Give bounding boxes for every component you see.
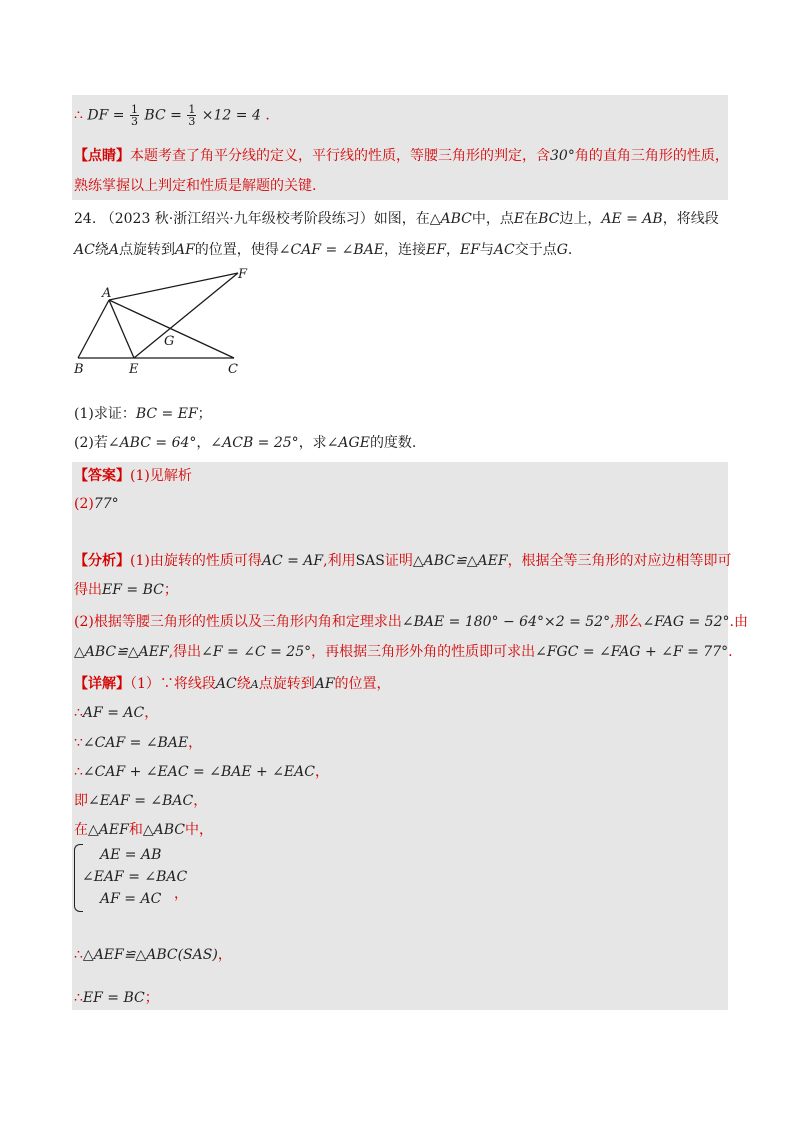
fraction: $\frac{1}{3}$ xyxy=(130,103,138,128)
segment-ae xyxy=(109,300,134,358)
label-g: G xyxy=(164,334,175,349)
detail-line-2: ∴AF = AC， xyxy=(74,705,159,721)
label-b: B xyxy=(74,362,84,377)
answer-line-1: 【答案】(1)见解析 xyxy=(74,468,192,484)
segment-ef xyxy=(134,273,238,358)
question-line-1: 24. （2023 秋·浙江绍兴·九年级校考阶段练习）如图，在△ABC中，点E在BC边上，AE = AB，将线段 xyxy=(74,211,719,227)
detail-line-7: ∴△AEF≌△ABC(SAS)， xyxy=(74,947,232,963)
analysis-line-4: △ABC≌△AEF,得出∠F = ∠C = 25°，再根据三角形外角的性质即可求出∠FGC = ∠FAG + ∠F = 77°. xyxy=(74,644,733,660)
detail-line-8: ∴EF = BC； xyxy=(74,990,159,1006)
detail-line-5: 即∠EAF = ∠BAC， xyxy=(74,793,208,809)
label-c: C xyxy=(228,362,238,377)
label-f: F xyxy=(238,267,248,282)
system-eq-1: AE = AB xyxy=(100,847,162,863)
detail-line-6: 在△AEF和△ABC中， xyxy=(74,822,213,838)
part2: (2)若∠ABC = 64°，∠ACB = 25°，求∠AGE的度数. xyxy=(74,435,417,451)
system-end: ， xyxy=(174,886,188,902)
part1: (1)求证：BC = EF； xyxy=(74,406,212,422)
label-a: A xyxy=(102,286,112,301)
therefore-line: ∴ DF = $\frac{1}{3}$ BC = $\frac{1}{3}$ ×12 = 4 . xyxy=(74,103,270,128)
label-e: E xyxy=(129,362,139,377)
system-eq-3: AF = AC xyxy=(100,891,162,907)
segment-ac xyxy=(109,300,234,358)
analysis-line-2: 得出EF = BC； xyxy=(74,582,178,598)
comment-line-2: 熟练掌握以上判定和性质是解题的关键. xyxy=(74,178,317,194)
segment-af xyxy=(109,273,238,300)
analysis-line-1: 【分析】(1)由旋转的性质可得AC = AF,利用SAS证明△ABC≌△AEF，根据全等三角形的对应边相等即可 xyxy=(74,553,732,569)
answer-line-2: (2)77° xyxy=(74,496,119,512)
fraction: $\frac{1}{3}$ xyxy=(188,103,196,128)
system-eq-2: ∠EAF = ∠BAC xyxy=(82,869,188,885)
geometry-figure xyxy=(60,262,260,382)
detail-line-3: ∵∠CAF = ∠BAE， xyxy=(74,735,203,751)
segment-ab xyxy=(78,300,109,358)
detail-line-1: 【详解】（1）∵将线段AC绕A点旋转到AF的位置， xyxy=(74,676,391,692)
comment-line-1: 【点睛】本题考查了角平分线的定义，平行线的性质，等腰三角形的判定，含30°角的直角三角形的性质， xyxy=(74,148,729,164)
analysis-line-3: (2)根据等腰三角形的性质以及三角形内角和定理求出∠BAE = 180° − 64°×2 = 52°,那么∠FAG = 52°.由 xyxy=(74,614,748,630)
detail-line-4: ∴∠CAF + ∠EAC = ∠BAE + ∠EAC， xyxy=(74,764,329,780)
question-line-2: AC绕A点旋转到AF的位置，使得∠CAF = ∠BAE，连接EF，EF与AC交于点G. xyxy=(74,242,573,258)
